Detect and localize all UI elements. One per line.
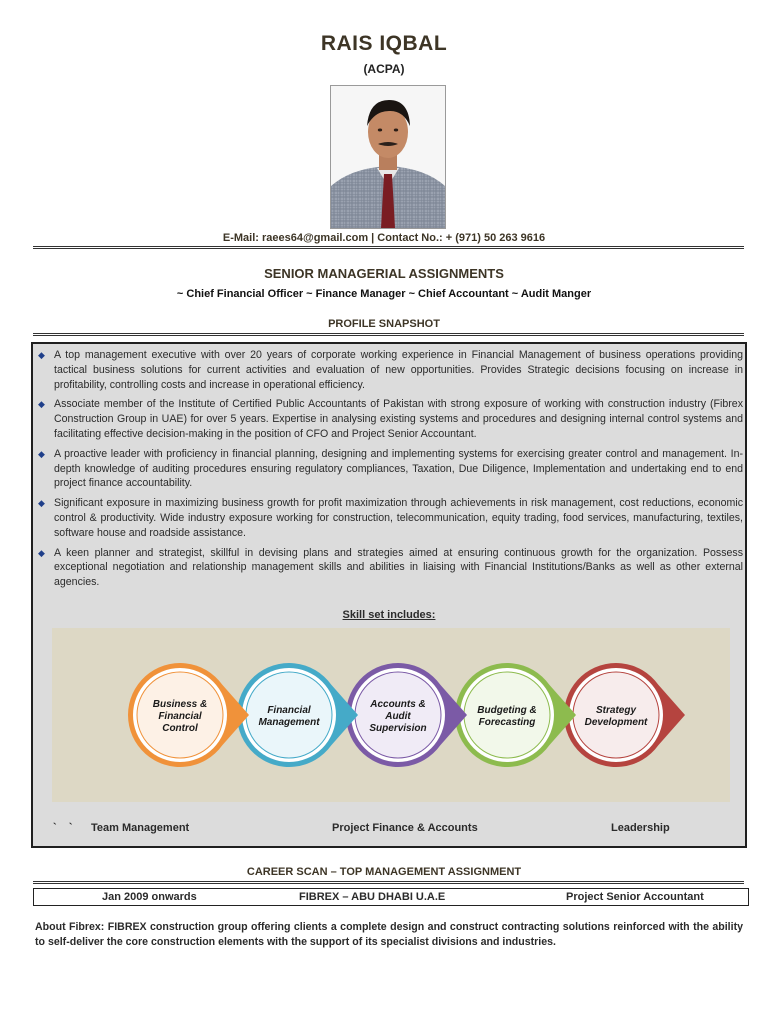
skill-node bbox=[346, 663, 467, 767]
profile-title: PROFILE SNAPSHOT bbox=[328, 318, 440, 330]
career-entry bbox=[33, 888, 749, 906]
skill-label: Development bbox=[584, 717, 648, 728]
skill-label: Management bbox=[258, 717, 320, 728]
credential: (ACPA) bbox=[363, 62, 405, 76]
skill-node bbox=[128, 663, 249, 767]
skill-label: Strategy bbox=[595, 705, 637, 716]
skill-diagram-svg bbox=[52, 628, 730, 802]
list-item: ◆ A top management executive with over 20 years of corporate working experience in Financial Management of business operations providing tactical business solutions for current activities and evaluation of new opportunities. Provides Strategic decisions focusing on increase in profitability, controlling costs and increase in operational efficiency. bbox=[38, 349, 743, 391]
skill-project-finance: Project Finance & Accounts bbox=[332, 822, 478, 834]
skill-node bbox=[564, 663, 685, 767]
profile-photo bbox=[330, 85, 446, 229]
skill-label: Forecasting bbox=[478, 717, 536, 728]
diamond-bullet-icon: ◆ bbox=[38, 399, 45, 410]
candidate-name: RAIS IQBAL bbox=[320, 32, 448, 55]
career-period: Jan 2009 onwards bbox=[102, 891, 197, 903]
diamond-bullet-icon: ◆ bbox=[38, 350, 45, 360]
list-item: ◆ Associate member of the Institute of Certified Public Accountants of Pakistan with strong exposure of working with construction industry (Fibrex Construction Group in UAE) for over 5 years. Expertise in analysing existing systems and procedures and designing internal control systems and facilitating effective decision-making in the position of CFO and Project Senior Accountant. bbox=[38, 398, 743, 440]
skill-label: Financial bbox=[158, 711, 202, 722]
list-item: ◆ A proactive leader with proficiency in financial planning, designing and implementing systems for exercising greater control and management. In-depth knowledge of auditing procedures ensuring regulatory compliances, Taxation, Due Diligence, Implementation and undertaking end to end project finance accountability. bbox=[38, 447, 743, 490]
career-position: Project Senior Accountant bbox=[566, 891, 704, 903]
list-item: ◆ Significant exposure in maximizing business growth for profit maximization through achievements in risk management, cost reductions, economic control & productivity. Wide industry exposure working for construction, telecommunication, equity trading, food services, manufacturing, textiles, software house and roadside assistance. bbox=[38, 497, 743, 539]
skill-label: Budgeting & bbox=[477, 705, 537, 716]
profile-snapshot-box bbox=[31, 342, 747, 848]
career-company: FIBREX – ABU DHABI U.A.E bbox=[299, 891, 446, 903]
skill-label: Supervision bbox=[369, 723, 427, 734]
roles-line: ~ Chief Financial Officer ~ Finance Manager ~ Chief Accountant ~ Audit Manger bbox=[176, 288, 592, 300]
divider bbox=[33, 881, 744, 884]
profile-bullets bbox=[35, 348, 743, 595]
skill-label: Business & bbox=[152, 699, 208, 710]
skill-leadership: Leadership bbox=[611, 822, 670, 834]
skill-node bbox=[455, 663, 576, 767]
skill-label: Audit bbox=[385, 711, 411, 722]
skill-label: Financial bbox=[267, 705, 311, 716]
divider bbox=[33, 246, 744, 249]
about-company: About Fibrex: FIBREX construction group offering clients a complete design and construct contracting solutions reinforced with the ability to self-deliver the core construction elements with the support of its specialist divisions and industries. bbox=[35, 921, 743, 948]
career-title: CAREER SCAN – TOP MANAGEMENT ASSIGNMENT bbox=[246, 866, 522, 878]
assignments-title: SENIOR MANAGERIAL ASSIGNMENTS bbox=[264, 266, 504, 281]
skill-team-management: Team Management bbox=[91, 822, 190, 834]
divider bbox=[33, 333, 744, 336]
skill-diagram bbox=[52, 628, 730, 802]
extra-skills-row bbox=[33, 822, 745, 838]
list-item: ◆ A keen planner and strategist, skillful in devising plans and strategies aimed at ensuring continuous growth for the organization. Possess exceptional negotiation and relationship management skills and abilities in liaising with Financial Institutions/Banks as well as other external agencies. bbox=[38, 546, 743, 589]
diamond-bullet-icon: ◆ bbox=[38, 547, 45, 558]
tick-marks: ` ` bbox=[53, 822, 73, 834]
skill-node bbox=[237, 663, 358, 767]
skill-label: Accounts & bbox=[370, 699, 426, 710]
contact-line: E-Mail: raees64@gmail.com | Contact No.: + (971) 50 263 9616 bbox=[222, 232, 546, 244]
skill-set-heading: Skill set includes: bbox=[342, 609, 436, 621]
diamond-bullet-icon: ◆ bbox=[38, 498, 45, 509]
diamond-bullet-icon: ◆ bbox=[38, 448, 45, 459]
skill-label: Control bbox=[162, 723, 198, 734]
